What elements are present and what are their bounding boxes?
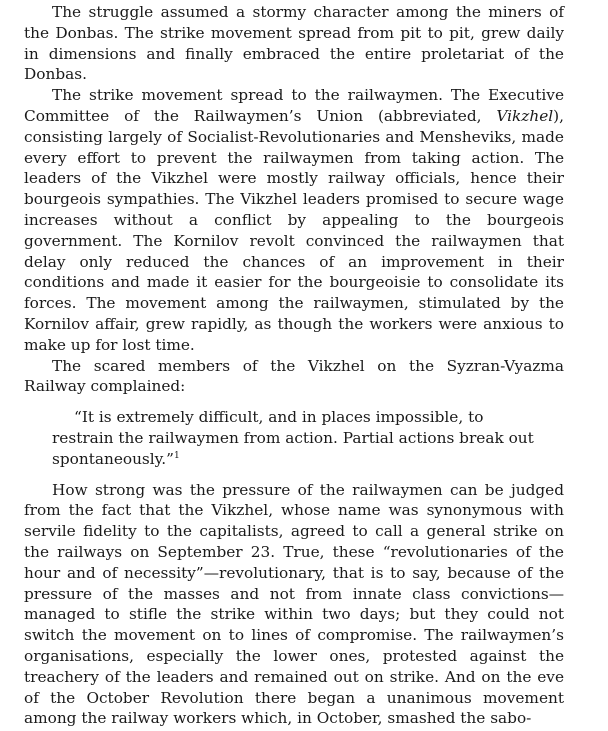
italic-term-vikzhel: Vikzhel <box>496 106 554 125</box>
paragraph-railwaymen-strike <box>24 85 564 355</box>
paragraph-donbas-strike: The struggle assumed a stormy character among the miners of the Donbas. The strike movement spread from pit to pit, grew daily in dimensions and finally embraced the entire proletariat of the Donbas. <box>24 3 564 84</box>
footnote-marker[interactable]: 1 <box>173 450 180 461</box>
quote-text: “It is extremely difficult, and in places impossible, to restrain the railwaymen from action. Partial actions break out spontaneously.” <box>52 408 534 468</box>
paragraph-vikzhel-complaint: The scared members of the Vikzhel on the Syzran-Vyazma Railway complained: <box>24 356 564 396</box>
document-page <box>24 2 564 729</box>
paragraph-general-strike: How strong was the pressure of the railwaymen can be judged from the fact that the Vikzhel, whose name was synonymous with servile fidelity to the capitalists, agreed to call a general strike on the railways on September 23. True, these “revolutionaries of the hour and of necessity”—revolutionary, that is to say, because of the pressure of the masses and not from innate class convictions—managed to stifle the strike within two days; but they could not switch the movement on to lines of compromise. The railwaymen’s organisations, especially the lower ones, protested against the treachery of the leaders and remained out on strike. And on the eve of the October Revolution there began a unanimous movement among the railway workers which, in October, smashed the sabo- <box>24 480 564 728</box>
paragraph-text: ), consisting largely of Socialist-Revolutionaries and Mensheviks, made every effort to prevent the railwaymen from taking action. The leaders of the Vikzhel were mostly railway officials, hence their bourgeois sympathies. The Vikzhel leaders promised to secure wage increases without a conflict by appealing to the bourgeois government. The Kornilov revolt convinced the railwaymen that delay only reduced the chances of an improvement in their conditions and made it easier for the bourgeoisie to consolidate its forces. The movement among the railwaymen, stimulated by the Kornilov affair, grew rapidly, as though the workers were anxious to make up for lost time. <box>24 106 564 354</box>
block-quote <box>52 407 534 469</box>
paragraph-text: The strike movement spread to the railwaymen. The Executive Committee of the Railwaymen’s Union (abbreviated, <box>24 86 564 125</box>
